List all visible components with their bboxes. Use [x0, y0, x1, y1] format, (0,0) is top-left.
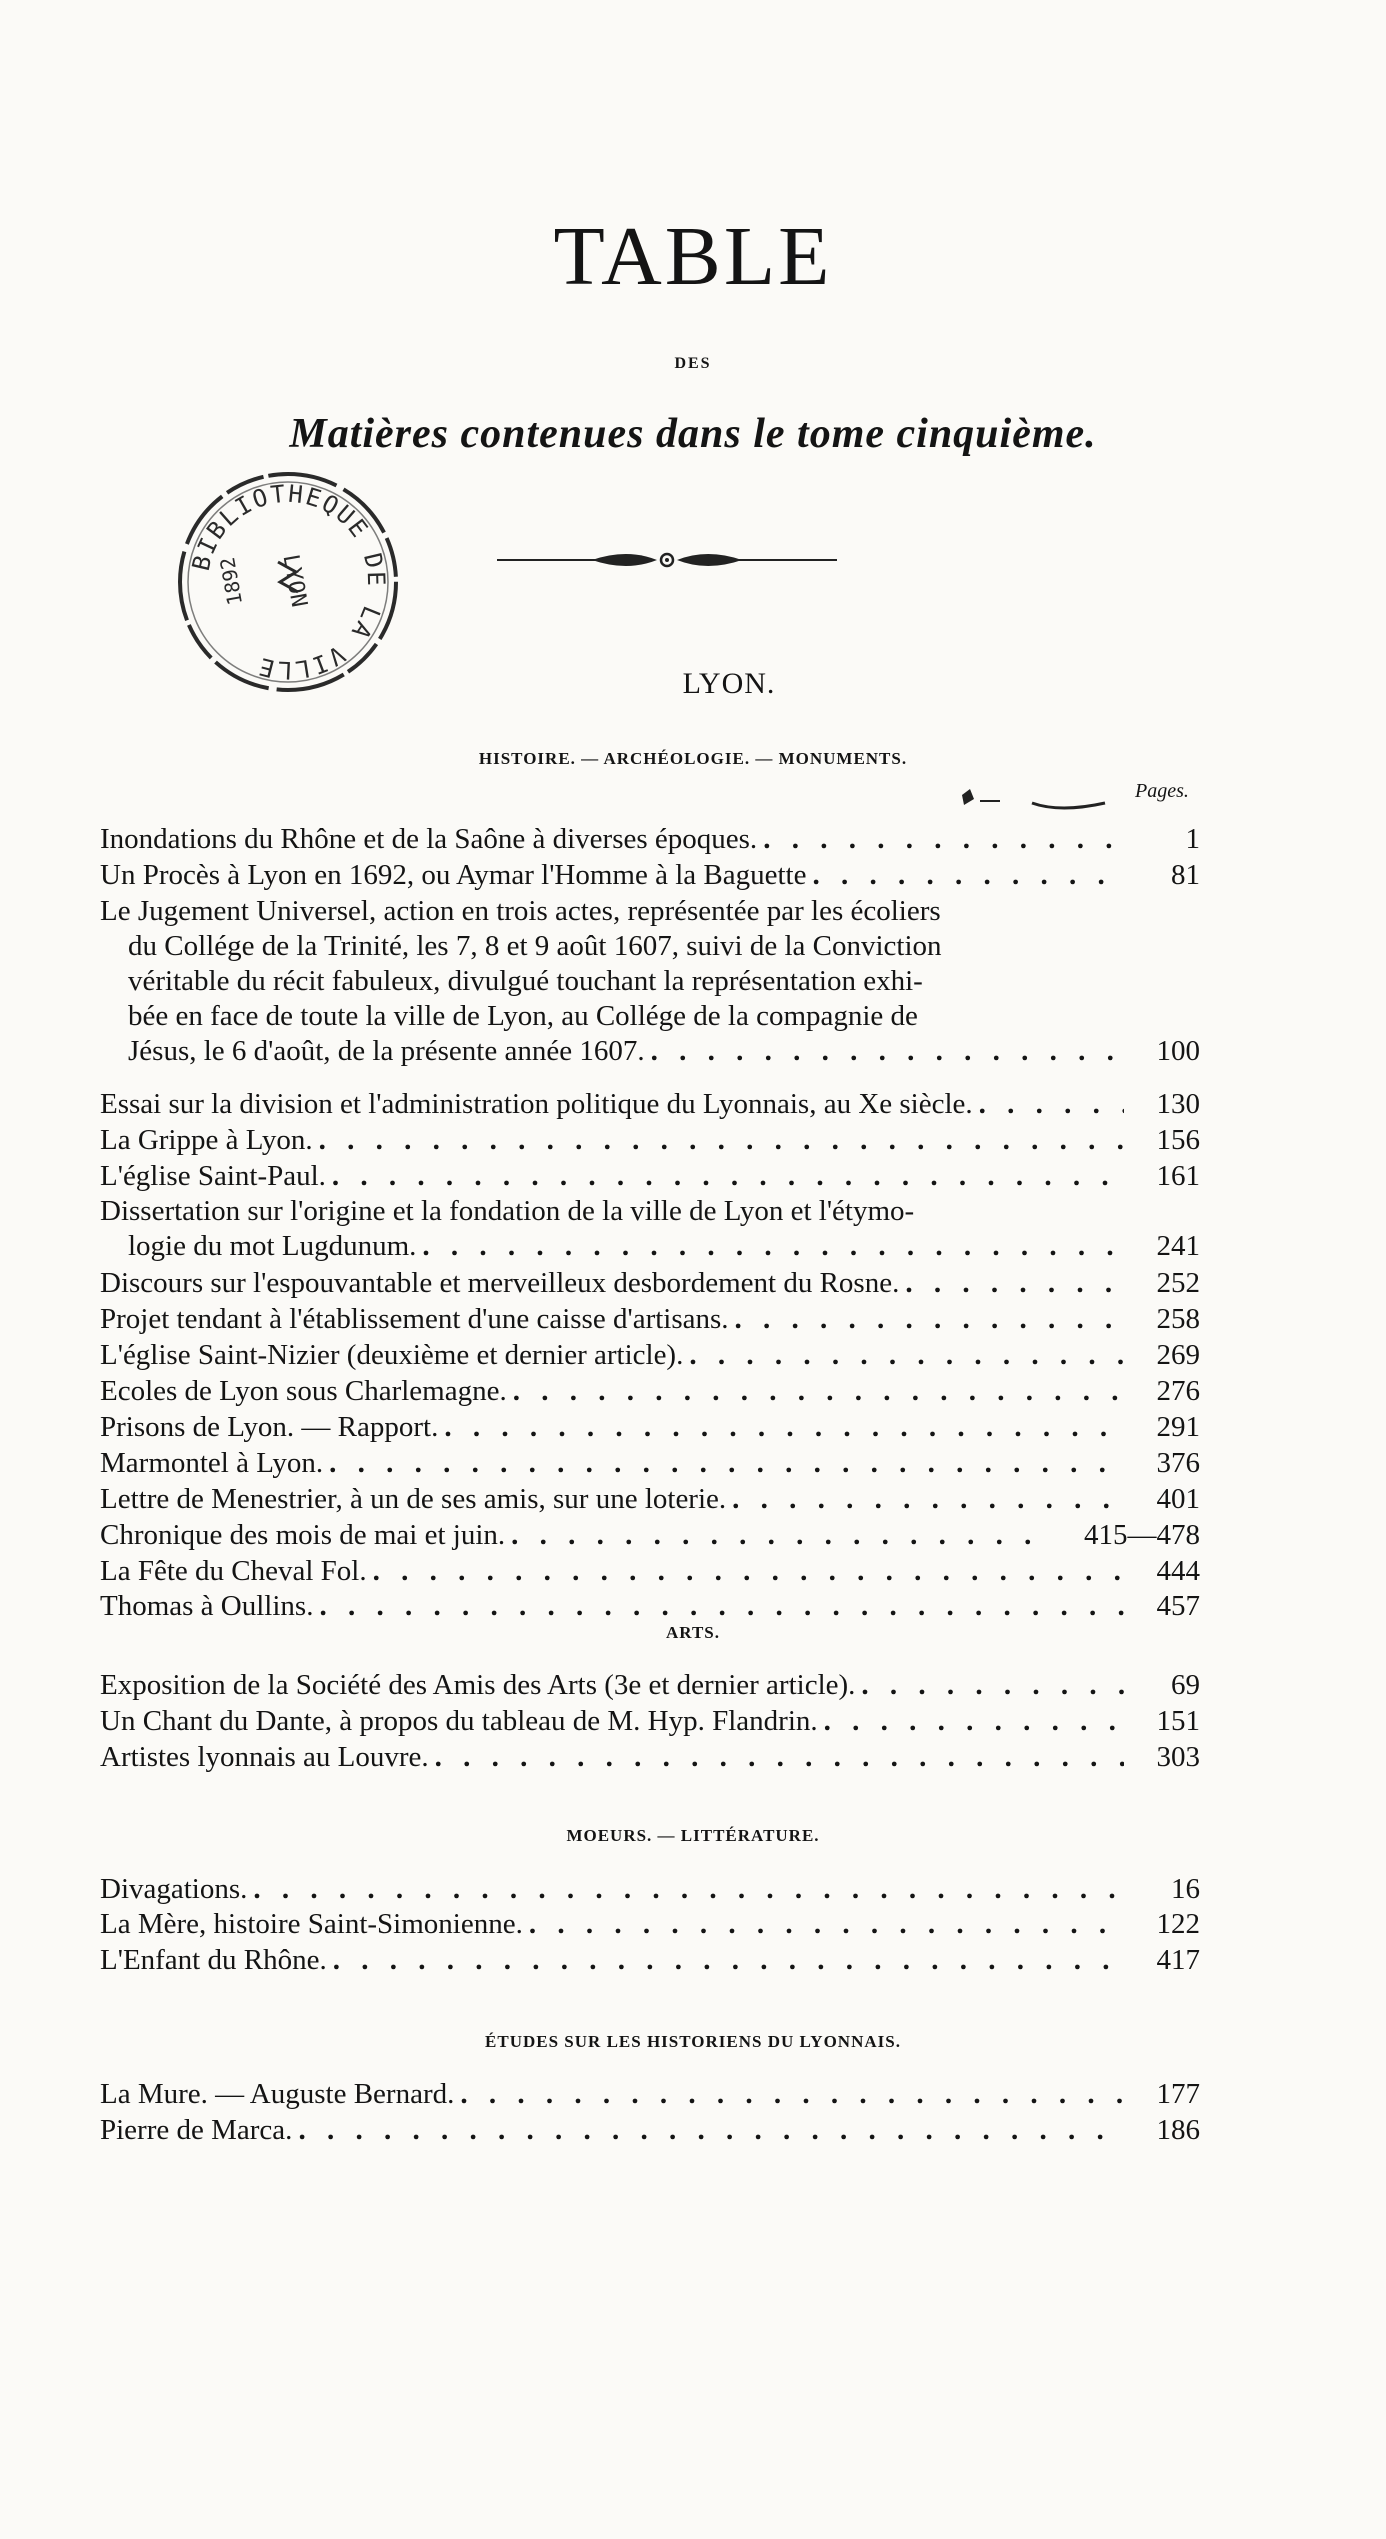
toc-entry: [100, 1740, 1200, 1775]
toc-entry-line: [100, 1338, 1200, 1373]
toc-entry-line: [100, 822, 1200, 857]
toc-entry-page: 151: [1156, 1705, 1200, 1737]
toc-entry-line: [100, 1554, 1200, 1589]
title-des: DES: [674, 355, 712, 372]
toc-entry-title: Le Jugement Universel, action en trois actes, représentée par les écoliers: [100, 895, 941, 927]
toc-entry-title: logie du mot Lugdunum.: [128, 1230, 417, 1262]
toc-entry-title: Marmontel à Lyon.: [100, 1447, 324, 1479]
page-title: TABLE: [553, 210, 833, 303]
dot-leader: [298, 2113, 1124, 2148]
toc-entry-page: 457: [1156, 1590, 1200, 1622]
toc-entry-title: Artistes lyonnais au Louvre.: [100, 1741, 429, 1773]
toc-entry-line: [100, 858, 1200, 893]
toc-entry-page: 241: [1156, 1230, 1200, 1262]
toc-entry: [100, 1374, 1200, 1409]
dot-leader: [319, 1589, 1124, 1624]
toc-entry-line: [100, 1872, 1200, 1907]
toc-entry-title: Un Chant du Dante, à propos du tableau de M. Hyp. Flandrin.: [100, 1705, 818, 1737]
svg-text:BIBLIOTHEQUE DE LA VILLE: BIBLIOTHEQUE DE LA VILLE: [186, 479, 391, 685]
city-heading: [0, 667, 1386, 701]
toc-entry-line: [100, 1518, 1200, 1553]
divider-ornament: [497, 540, 837, 580]
toc-entry-line: [100, 1589, 1200, 1624]
section-heading-history: HISTOIRE. — ARCHÉOLOGIE. — MONUMENTS.: [478, 749, 908, 768]
toc-entry-title: Dissertation sur l'origine et la fondation de la ville de Lyon et l'étymo-: [100, 1195, 915, 1227]
toc-entry-title: L'église Saint-Nizier (deuxième et dernier article).: [100, 1339, 684, 1371]
dot-leader: [329, 1446, 1124, 1481]
svg-text:LYON: LYON: [277, 552, 312, 610]
toc-entry-title: bée en face de toute la ville de Lyon, au Collége de la compagnie de: [128, 1000, 918, 1032]
toc-entry-line: [100, 1374, 1200, 1409]
toc-entry: [100, 1704, 1200, 1739]
toc-entry-page: 156: [1156, 1124, 1200, 1156]
dot-leader: [422, 1229, 1124, 1264]
toc-entry-title: La Fête du Cheval Fol.: [100, 1555, 367, 1587]
toc-entry-page: 276: [1156, 1375, 1200, 1407]
toc-entry-page: 100: [1156, 1035, 1200, 1067]
dot-leader: [529, 1907, 1124, 1942]
dot-leader: [332, 1159, 1124, 1194]
toc-entry-line: [100, 1410, 1200, 1445]
section-heading-etudes: ÉTUDES SUR LES HISTORIENS DU LYONNAIS.: [485, 2032, 901, 2051]
toc-entry-line: [100, 1302, 1200, 1337]
toc-entry-line: [100, 1229, 1200, 1264]
dot-leader: [689, 1338, 1124, 1373]
toc-entry-line: [100, 2113, 1200, 2148]
toc-entry-page: 291: [1156, 1411, 1200, 1443]
toc-entry-title: Exposition de la Société des Amis des Arts (3e et dernier article).: [100, 1669, 856, 1701]
toc-entry: [100, 1123, 1200, 1158]
toc-entry-line: [100, 1482, 1200, 1517]
toc-entry: [100, 1194, 1200, 1264]
toc-entry-line: [100, 1668, 1200, 1703]
dot-leader: [435, 1740, 1124, 1775]
toc-entry: [100, 1589, 1200, 1624]
ink-smudge: [960, 785, 1110, 815]
dot-leader: [253, 1872, 1124, 1907]
dot-leader: [444, 1410, 1124, 1445]
svg-text:1892: 1892: [215, 555, 248, 608]
toc-entry: [100, 2113, 1200, 2148]
toc-entry-line: [100, 1704, 1200, 1739]
dot-leader: [735, 1302, 1124, 1337]
toc-entry: [100, 2077, 1200, 2112]
toc-entry-line: [100, 894, 1200, 929]
dot-leader: [373, 1554, 1124, 1589]
toc-entry: [100, 1907, 1200, 1942]
toc-entry: [100, 822, 1200, 857]
toc-entry-line: [100, 1159, 1200, 1194]
toc-entry-page: 258: [1156, 1303, 1200, 1335]
toc-entry-title: Divagations.: [100, 1873, 248, 1905]
toc-entry-line: [100, 1034, 1200, 1069]
toc-entry-line: [100, 999, 1200, 1034]
toc-entry: [100, 858, 1200, 893]
toc-entry: [100, 1087, 1200, 1122]
toc-entry-page: 69: [1171, 1669, 1200, 1701]
dot-leader: [979, 1087, 1124, 1122]
toc-entry-page: 376: [1156, 1447, 1200, 1479]
toc-entry-title: Un Procès à Lyon en 1692, ou Aymar l'Homme à la Baguette: [100, 859, 807, 891]
library-stamp: [168, 462, 408, 702]
toc-entry-title: Thomas à Oullins.: [100, 1590, 314, 1622]
toc-entry-page: 417: [1156, 1944, 1200, 1976]
toc-entry-page: 269: [1156, 1339, 1200, 1371]
toc-entry-page: 16: [1171, 1873, 1200, 1905]
toc-entry-title: véritable du récit fabuleux, divulgué touchant la représentation exhi-: [128, 965, 923, 997]
dot-leader: [460, 2077, 1124, 2112]
toc-entry-title: Inondations du Rhône et de la Saône à diverses époques.: [100, 823, 758, 855]
toc-entry-line: [100, 1123, 1200, 1158]
toc-entry-line: [100, 1943, 1200, 1978]
dot-leader: [513, 1374, 1124, 1409]
section-heading-arts: ARTS.: [666, 1623, 720, 1642]
toc-entry-page: 161: [1156, 1160, 1200, 1192]
dot-leader: [732, 1482, 1124, 1517]
toc-entry: [100, 1266, 1200, 1301]
section-heading-moeurs: MOEURS. — LITTÉRATURE.: [566, 1826, 820, 1845]
toc-entry-title: La Grippe à Lyon.: [100, 1124, 313, 1156]
toc-entry: [100, 1482, 1200, 1517]
toc-entry-line: [100, 1087, 1200, 1122]
toc-entry-line: [100, 1907, 1200, 1942]
toc-entry: [100, 1338, 1200, 1373]
dot-leader: [824, 1704, 1124, 1739]
toc-entry: [100, 1410, 1200, 1445]
toc-entry-title: Projet tendant à l'établissement d'une caisse d'artisans.: [100, 1303, 729, 1335]
toc-entry-page: 130: [1156, 1088, 1200, 1120]
dot-leader: [651, 1034, 1124, 1069]
toc-entry-page: 1: [1185, 823, 1200, 855]
toc-entry: [100, 1872, 1200, 1907]
toc-entry: [100, 894, 1200, 1069]
dot-leader: [763, 822, 1124, 857]
toc-entry-line: [100, 964, 1200, 999]
dot-leader: [511, 1518, 1044, 1553]
pages-column-label: Pages.: [1135, 780, 1189, 802]
dot-leader: [812, 858, 1124, 893]
toc-entry: [100, 1159, 1200, 1194]
toc-entry-title: du Collége de la Trinité, les 7, 8 et 9 août 1607, suivi de la Conviction: [128, 930, 942, 962]
toc-entry-title: Chronique des mois de mai et juin.: [100, 1519, 506, 1551]
toc-entry-page: 186: [1156, 2114, 1200, 2146]
dot-leader: [861, 1668, 1124, 1703]
toc-entry-line: [100, 2077, 1200, 2112]
toc-entry-page: 81: [1171, 859, 1200, 891]
toc-entry: [100, 1518, 1200, 1553]
toc-entry-page: 252: [1156, 1267, 1200, 1299]
toc-entry-line: [100, 929, 1200, 964]
toc-entry-page: 444: [1156, 1555, 1200, 1587]
toc-entry-line: [100, 1266, 1200, 1301]
toc-entry: [100, 1446, 1200, 1481]
page-subtitle: Matières contenues dans le tome cinquième.: [289, 411, 1097, 457]
toc-entry-page: 401: [1156, 1483, 1200, 1515]
toc-entry-page: 122: [1156, 1908, 1200, 1940]
toc-entry: [100, 1302, 1200, 1337]
city-heading-text: LYON.: [682, 667, 776, 700]
toc-entry-title: L'Enfant du Rhône.: [100, 1944, 327, 1976]
toc-entry: [100, 1668, 1200, 1703]
toc-entry-title: Lettre de Menestrier, à un de ses amis, sur une loterie.: [100, 1483, 727, 1515]
dot-leader: [319, 1123, 1124, 1158]
dot-leader: [905, 1266, 1124, 1301]
toc-entry-title: Essai sur la division et l'administration politique du Lyonnais, au Xe siècle.: [100, 1088, 973, 1120]
toc-entry-title: Discours sur l'espouvantable et merveilleux desbordement du Rosne.: [100, 1267, 900, 1299]
toc-entry-line: [100, 1740, 1200, 1775]
toc-entry: [100, 1554, 1200, 1589]
toc-entry-page: 415—478: [1084, 1519, 1200, 1551]
toc-entry-title: Prisons de Lyon. — Rapport.: [100, 1411, 439, 1443]
toc-entry-title: La Mère, histoire Saint-Simonienne.: [100, 1908, 523, 1940]
toc-entry-page: 177: [1156, 2078, 1200, 2110]
dot-leader: [333, 1943, 1124, 1978]
toc-entry: [100, 1943, 1200, 1978]
toc-entry-title: L'église Saint-Paul.: [100, 1160, 326, 1192]
toc-entry-title: Ecoles de Lyon sous Charlemagne.: [100, 1375, 507, 1407]
toc-entry-title: Jésus, le 6 d'août, de la présente année 1607.: [128, 1035, 645, 1067]
toc-entry-page: 303: [1156, 1741, 1200, 1773]
toc-entry-title: La Mure. — Auguste Bernard.: [100, 2078, 455, 2110]
toc-entry-title: Pierre de Marca.: [100, 2114, 293, 2146]
toc-entry-line: [100, 1194, 1200, 1229]
toc-entry-line: [100, 1446, 1200, 1481]
